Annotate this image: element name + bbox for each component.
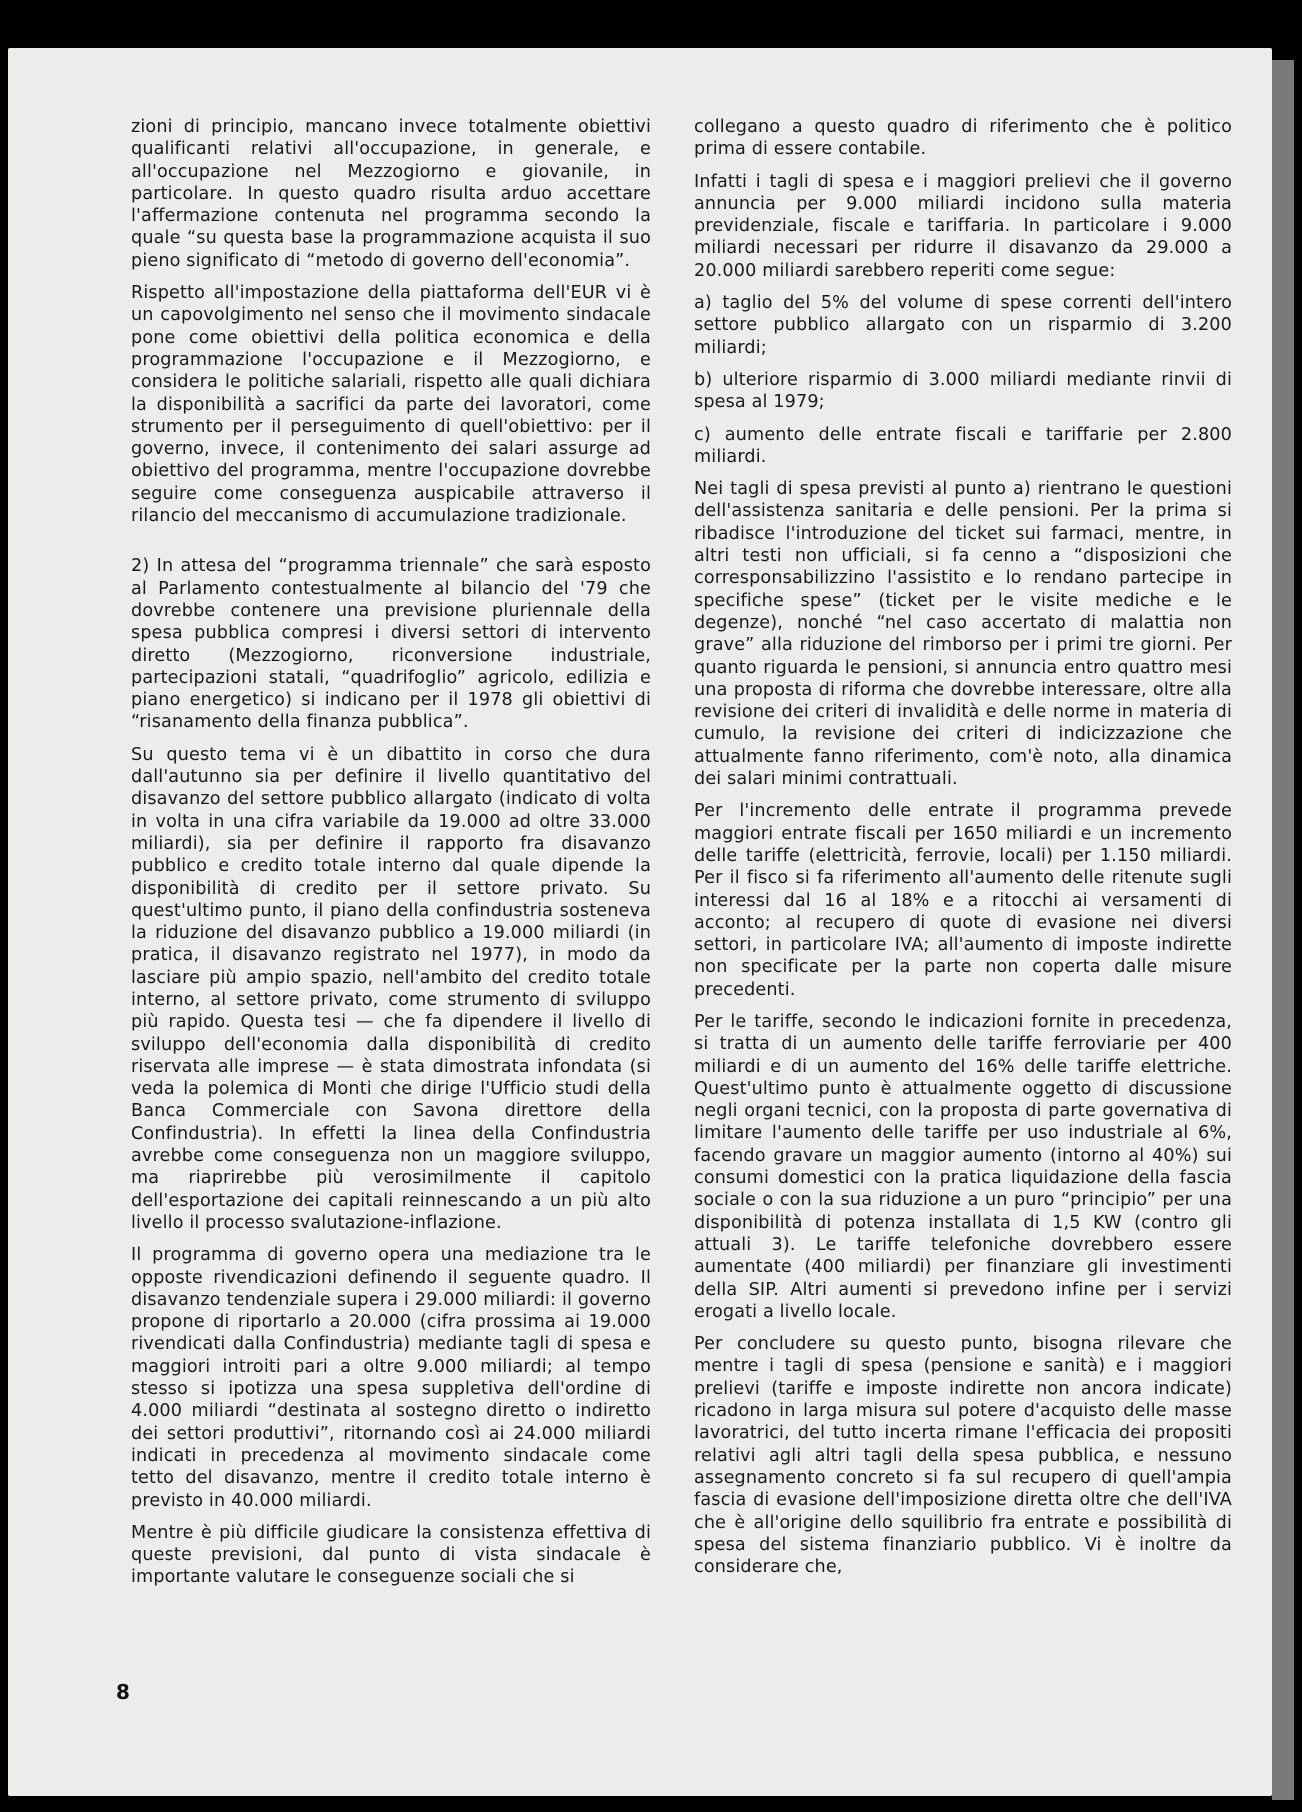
list-item: a) taglio del 5% del volume di spese correnti dell'intero settore pubblico allargato con un risparmio di 3.200 miliardi; bbox=[694, 293, 1232, 358]
paragraph: Mentre è più difficile giudicare la consistenza effettiva di queste previsioni, dal punto di vista sindacale è importante valutare le conseguenze sociali che si bbox=[131, 1522, 651, 1588]
paragraph: Il programma di governo opera una mediazione tra le opposte rivendicazioni definendo il seguente quadro. Il disavanzo tendenziale supera i 29.000 miliardi: il governo propone di riportarlo a 20.000 (cifra prossima ai 19.000 rivendicati dalla Confindustria) mediante tagli di spesa e maggiori introiti pari a oltre 9.000 miliardi; al tempo stesso si ipotizza una spesa suppletiva dell'ordine di 4.000 miliardi “destinata al sostegno diretto o indiretto dei settori produttivi”, ritornando così ai 24.000 miliardi indicati in precedenza al movimento sindacale come tetto del disavanzo, mentre il credito totale interno è previsto in 40.000 miliardi. bbox=[131, 1245, 651, 1511]
paragraph: Su questo tema vi è un dibattito in corso che dura dall'autunno sia per definire il livello quantitativo del disavanzo del settore pubblico allargato (indicato di volta in volta in una cifra variabile da 19.000 ad oltre 33.000 miliardi), sia per definire il rapporto fra disavanzo pubblico e credito totale interno dal quale dipende la disponibilità di credito per il settore privato. Su quest'ultimo punto, il piano della confindustria sosteneva la riduzione del disavanzo pubblico a 19.000 miliardi (in pratica, il disavanzo registrato nel 1977), in modo da lasciare più ampio spazio, nell'ambito del credito totale interno, al settore privato, come strumento di sviluppo più rapido. Questa tesi — che fa dipendere il livello di sviluppo dell'economia dalla disponibilità di credito riservata alle imprese — è stata dimostrata infondata (si veda la polemica di Monti che dirige l'Ufficio studi della Banca Commerciale con Savona direttore della Confindustria). In effetti la linea della Confindustria avrebbe come conseguenza non un maggiore sviluppo, ma riaprirebbe più verosimilmente il capitolo dell'esportazione dei capitali reinnescando a un più alto livello il processo svalutazione-inflazione. bbox=[131, 744, 651, 1233]
paragraph: Infatti i tagli di spesa e i maggiori prelievi che il governo annuncia per 9.000 miliardi incidono sulla materia previdenziale, fiscale e tariffaria. In particolare i 9.000 miliardi necessari per ridurre il disavanzo da 29.000 a 20.000 miliardi sarebbero reperiti come segue: bbox=[694, 171, 1232, 281]
paragraph: Per l'incremento delle entrate il programma prevede maggiori entrate fiscali per 1650 miliardi e un incremento delle tariffe (elettricità, ferrovie, locali) per 1.150 miliardi. Per il fisco si fa riferimento all'aumento delle ritenute sugli interessi dal 16 al 18% e a ritocchi ai versamenti di acconto; al recupero di quote di evasione nei diversi settori, in particolare IVA; all'aumento di imposte indirette non specificate per la parte non coperta dalle misure precedenti. bbox=[694, 801, 1232, 1000]
paragraph: Per concludere su questo punto, bisogna rilevare che mentre i tagli di spesa (pensione e sanità) e i maggiori prelievi (tariffe e imposte indirette non ancora indicate) ricadono in larga misura sul potere d'acquisto delle masse lavoratrici, del tutto incerta rimane l'efficacia dei propositi relativi agli altri tagli della spesa pubblica, e nessuno assegnamento concreto si fa sul recupero di quell'ampia fascia di evasione dell'imposizione diretta oltre che dell'IVA che è all'origine dello squilibrio fra entrate e possibilità di spesa del sistema finanziario pubblico. Vi è inoltre da considerare che, bbox=[694, 1334, 1232, 1578]
list-item: c) aumento delle entrate fiscali e tariffarie per 2.800 miliardi. bbox=[694, 424, 1232, 467]
paragraph: 2) In attesa del “programma triennale” che sarà esposto al Parlamento contestualmente al bilancio del '79 che dovrebbe contenere una previsione pluriennale della spesa pubblica compresi i diversi settori di intervento diretto (Mezzogiorno, riconversione industriale, partecipazioni statali, “quadrifoglio” agricolo, edilizia e piano energetico) si indicano per il 1978 gli obiettivi di “risanamento della finanza pubblica”. bbox=[131, 556, 651, 733]
paragraph: Per le tariffe, secondo le indicazioni fornite in precedenza, si tratta di un aumento delle tariffe ferroviarie per 400 miliardi e di un aumento del 16% delle tariffe elettriche. Quest'ultimo punto è attualmente oggetto di discussione negli organi tecnici, con la proposta di parte governativa di limitare l'aumento delle tariffe per uso industriale al 6%, facendo gravare un maggior aumento (intorno al 40%) sui consumi domestici con la pratica liquidazione della fascia sociale o con la sua riduzione a un puro “principio” per una disponibilità di potenza installata di 1,5 KW (contro gli attuali 3). Le tariffe telefoniche dovrebbero essere aumentate (400 miliardi) per finanziare gli investimenti della SIP. Altri aumenti si prevedono infine per i servizi erogati a livello locale. bbox=[694, 1011, 1232, 1322]
list-item: b) ulteriore risparmio di 3.000 miliardi mediante rinvii di spesa al 1979; bbox=[694, 369, 1232, 413]
paragraph: collegano a questo quadro di riferimento che è politico prima di essere contabile. bbox=[694, 117, 1232, 160]
paragraph: zioni di principio, mancano invece totalmente obiettivi qualificanti relativi all'occupazione, in generale, e all'occupazione nel Mezzogiorno e giovanile, in particolare. In questo quadro risulta arduo accettare l'affermazione contenuta nel programma secondo la quale “su questa base la programmazione acquista il suo pieno significato di “metodo di governo dell'economia”. bbox=[131, 117, 651, 271]
paragraph: Nei tagli di spesa previsti al punto a) rientrano le questioni dell'assistenza sanitaria e delle pensioni. Per la prima si ribadisce l'introduzione del ticket sui farmaci, mentre, in altri testi non ufficiali, si fa cenno a “disposizioni che corresponsabilizzino l'assistito e lo rendano partecipe in specifiche spese” (ticket per le visite mediche e le degenze), nonché “nel caso accertato di malattia non grave” alla riduzione del rimborso per i primi tre giorni. Per quanto riguarda le pensioni, si annuncia entro quattro mesi una proposta di riforma che dovrebbe interessare, oltre alla revisione dei criteri di invalidità e delle norme in materia di cumulo, la revisione dei criteri di indicizzazione che attualmente fanno riferimento, com'è noto, alla dinamica dei salari minimi contrattuali. bbox=[694, 479, 1232, 790]
right-column bbox=[694, 116, 1232, 1588]
next-page-edge bbox=[1272, 60, 1294, 1800]
page-number: 8 bbox=[116, 1680, 130, 1704]
left-column bbox=[131, 116, 651, 1599]
paragraph: Rispetto all'impostazione della piattaforma dell'EUR vi è un capovolgimento nel senso che il movimento sindacale pone come obiettivi della politica economica e della programmazione l'occupazione e il Mezzogiorno, e considera le politiche salariali, rispetto alle quali dichiara la disponibilità a sacrifici da parte dei lavoratori, come strumento per il perseguimento di quell'obiettivo: per il governo, invece, il contenimento dei salari assurge ad obiettivo del programma, mentre l'occupazione dovrebbe seguire come conseguenza auspicabile attraverso il rilancio del meccanismo di accumulazione tradizionale. bbox=[131, 283, 651, 527]
